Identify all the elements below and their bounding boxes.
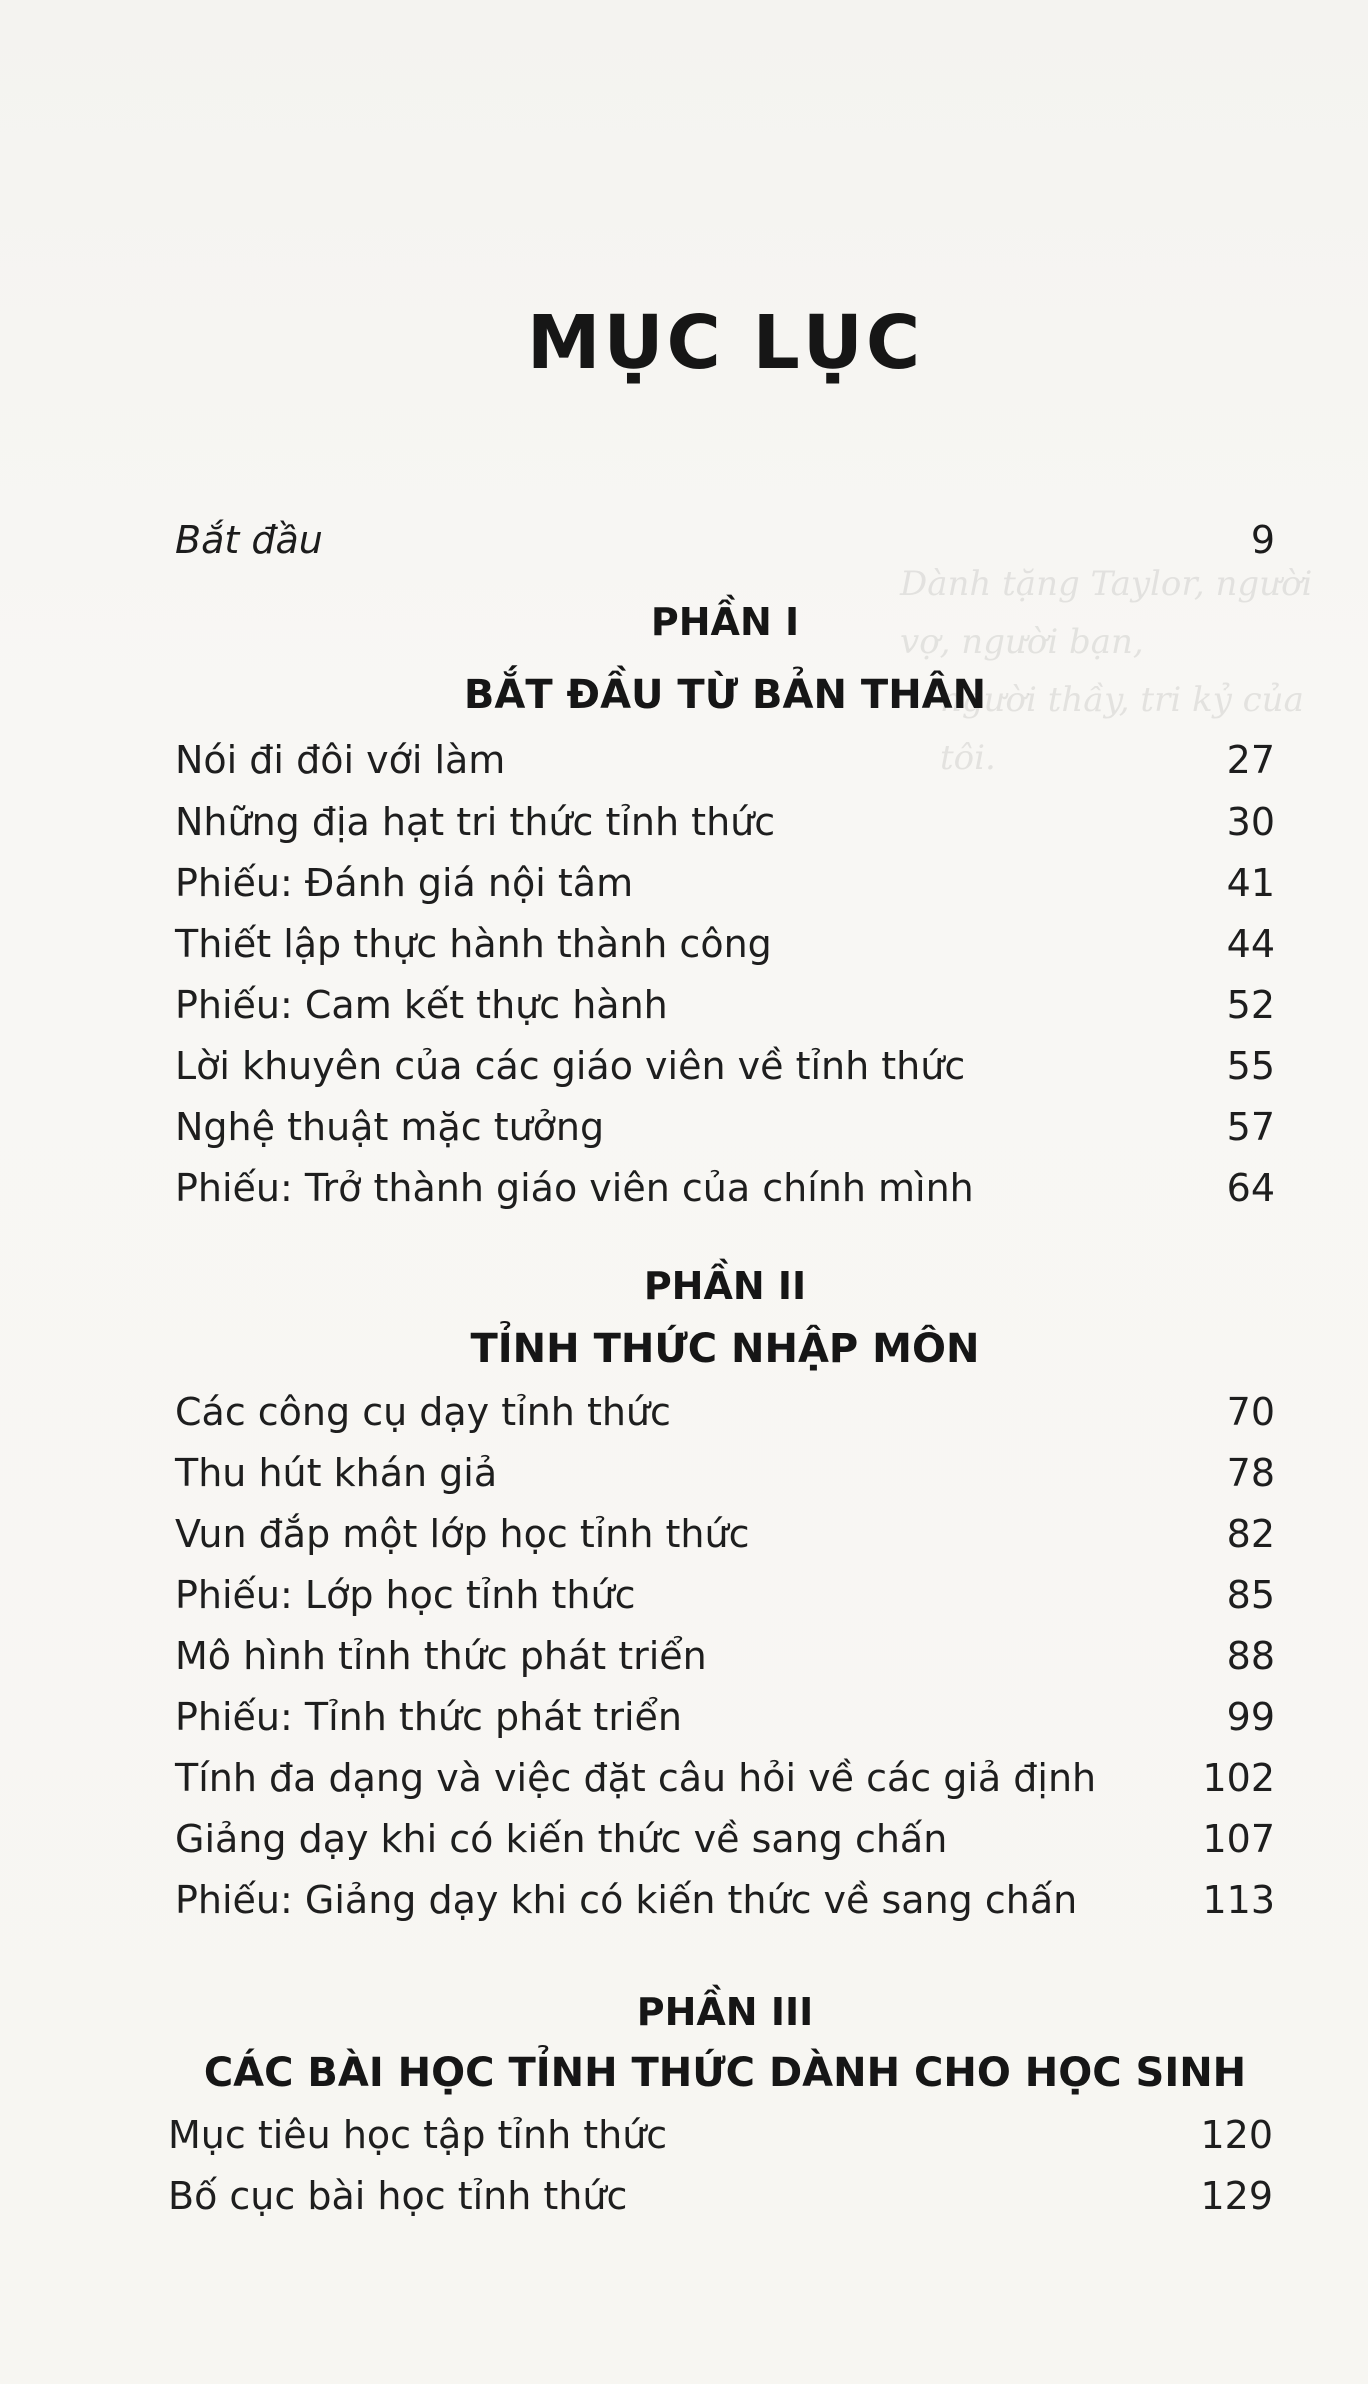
- toc-entry-page: 113: [1202, 1878, 1275, 1922]
- toc-entry-page: 30: [1226, 800, 1275, 844]
- toc-entry-label: Thiết lập thực hành thành công: [175, 922, 772, 966]
- toc-entry-intro[interactable]: [175, 518, 1275, 574]
- toc-entry[interactable]: [175, 1044, 1275, 1102]
- toc-entry-page: 107: [1202, 1817, 1275, 1861]
- part-2-title: TỈNH THỨC NHẬP MÔN: [470, 1326, 980, 1372]
- part-2-number: PHẦN II: [643, 1264, 807, 1308]
- toc-entry[interactable]: [175, 1166, 1275, 1224]
- toc-entry[interactable]: [175, 922, 1275, 980]
- toc-entry-page: 64: [1226, 1166, 1275, 1210]
- toc-entry-label: Phiếu: Tỉnh thức phát triển: [175, 1695, 682, 1739]
- part-1-number: PHẦN I: [650, 600, 800, 644]
- toc-entry-label: Các công cụ dạy tỉnh thức: [175, 1390, 671, 1434]
- toc-entry[interactable]: [175, 861, 1275, 919]
- toc-entry-page: 82: [1226, 1512, 1275, 1556]
- toc-entry-page: 70: [1226, 1390, 1275, 1434]
- toc-entry-page: 9: [1250, 518, 1275, 562]
- toc-entry[interactable]: [175, 738, 1275, 796]
- toc-entry-label: Phiếu: Cam kết thực hành: [175, 983, 668, 1027]
- toc-entry[interactable]: [175, 800, 1275, 858]
- toc-entry-page: 44: [1226, 922, 1275, 966]
- toc-entry-page: 85: [1226, 1573, 1275, 1617]
- part-1-title: BẮT ĐẦU TỪ BẢN THÂN: [463, 672, 987, 718]
- toc-entry-label: Vun đắp một lớp học tỉnh thức: [175, 1512, 750, 1556]
- toc-entry-page: 55: [1226, 1044, 1275, 1088]
- toc-entry[interactable]: [175, 1105, 1275, 1163]
- toc-entry[interactable]: [175, 1512, 1275, 1570]
- toc-entry[interactable]: [175, 1634, 1275, 1692]
- toc-entry[interactable]: [175, 1878, 1275, 1936]
- toc-entry-label: Phiếu: Giảng dạy khi có kiến thức về sang chấn: [175, 1878, 1078, 1922]
- toc-entry[interactable]: [175, 1756, 1275, 1814]
- toc-entry-page: 52: [1226, 983, 1275, 1027]
- toc-entry[interactable]: [175, 1817, 1275, 1875]
- toc-entry-label: Những địa hạt tri thức tỉnh thức: [175, 800, 776, 844]
- toc-entry-page: 99: [1226, 1695, 1275, 1739]
- toc-entry-page: 120: [1200, 2113, 1273, 2157]
- toc-entry-page: 129: [1200, 2174, 1273, 2218]
- toc-entry-label: Phiếu: Trở thành giáo viên của chính mình: [175, 1166, 974, 1210]
- toc-entry[interactable]: [175, 1573, 1275, 1631]
- toc-entry[interactable]: [175, 1451, 1275, 1509]
- show-through-line: Dành tặng Taylor, người vợ, người bạn,: [900, 564, 1313, 662]
- toc-entry-page: 57: [1226, 1105, 1275, 1149]
- toc-entry-page: 41: [1226, 861, 1275, 905]
- toc-entry-label: Tính đa dạng và việc đặt câu hỏi về các giả định: [175, 1756, 1097, 1800]
- toc-entry-label: Nói đi đôi với làm: [175, 738, 506, 782]
- toc-entry-label: Giảng dạy khi có kiến thức về sang chấn: [175, 1817, 948, 1861]
- toc-entry-label: Mô hình tỉnh thức phát triển: [175, 1634, 707, 1678]
- toc-entry-label: Mục tiêu học tập tỉnh thức: [168, 2113, 668, 2157]
- toc-entry[interactable]: [168, 2113, 1273, 2171]
- toc-entry[interactable]: [175, 1390, 1275, 1448]
- toc-entry-label: Lời khuyên của các giáo viên về tỉnh thức: [175, 1044, 966, 1088]
- toc-entry-label: Phiếu: Đánh giá nội tâm: [175, 861, 634, 905]
- part-3-title: CÁC BÀI HỌC TỈNH THỨC DÀNH CHO HỌC SINH: [203, 2050, 1247, 2096]
- toc-entry-label: Phiếu: Lớp học tỉnh thức: [175, 1573, 636, 1617]
- toc-entry-label: Thu hút khán giả: [175, 1451, 498, 1495]
- show-through-line: người thầy, tri kỷ của tôi.: [940, 680, 1304, 778]
- part-3-number: PHẦN III: [636, 1990, 814, 2034]
- toc-entry-label: Bắt đầu: [175, 518, 323, 562]
- toc-entry[interactable]: [175, 1695, 1275, 1753]
- toc-entry-label: Nghệ thuật mặc tưởng: [175, 1105, 605, 1149]
- toc-entry[interactable]: [175, 983, 1275, 1041]
- toc-entry-page: 27: [1226, 738, 1275, 782]
- toc-entry-page: 102: [1202, 1756, 1275, 1800]
- toc-entry-page: 78: [1226, 1451, 1275, 1495]
- toc-entry-label: Bố cục bài học tỉnh thức: [168, 2174, 628, 2218]
- toc-entry[interactable]: [168, 2174, 1273, 2232]
- toc-entry-page: 88: [1226, 1634, 1275, 1678]
- page-title: MỤC LỤC: [526, 300, 924, 386]
